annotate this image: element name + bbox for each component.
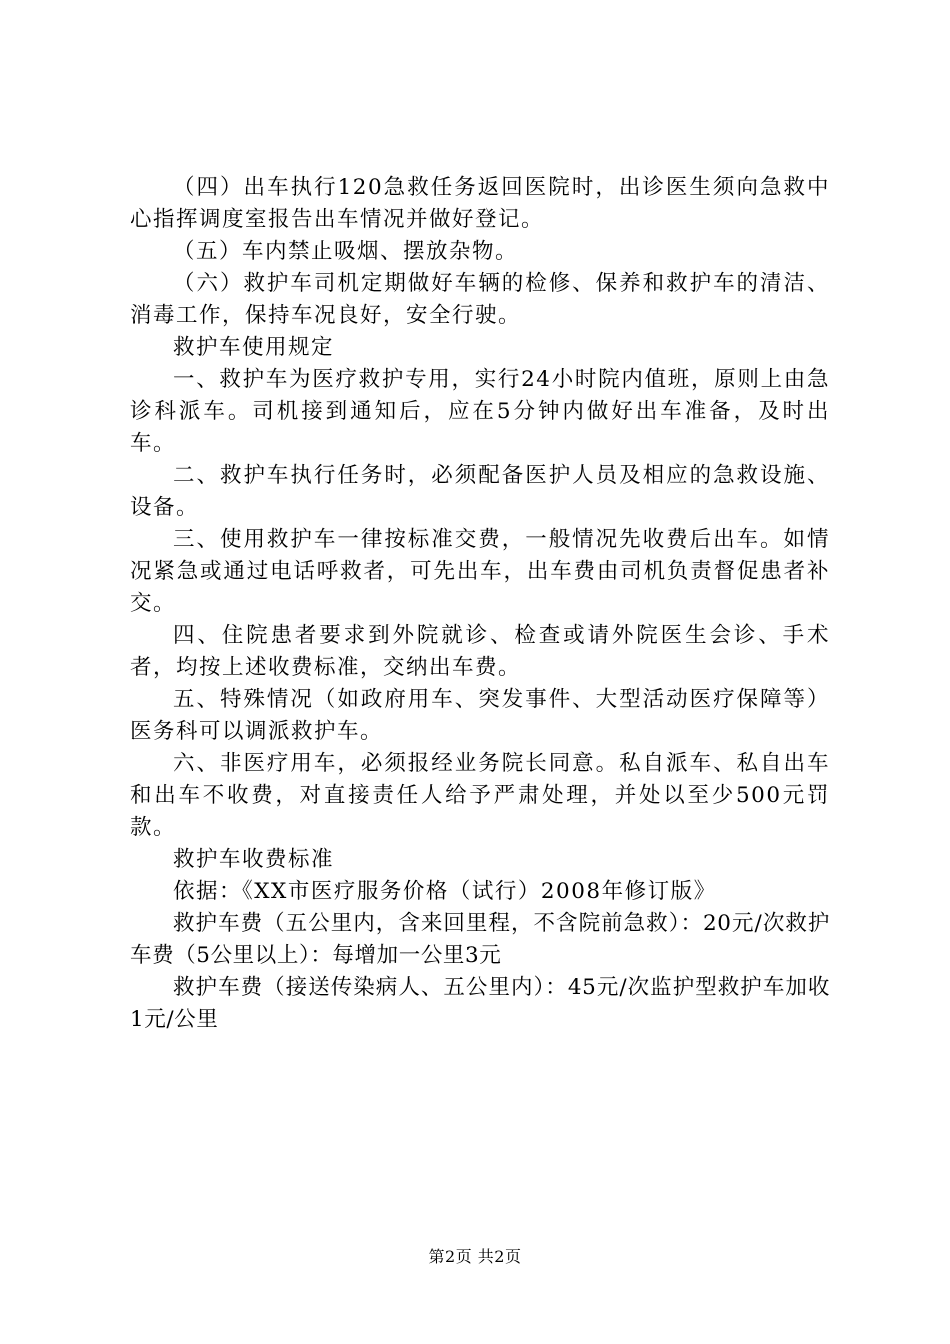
page-number-footer: 第2页 共2页 (428, 1247, 522, 1266)
rule-item-4: 四、住院患者要求到外院就诊、检查或请外院医生会诊、手术者，均按上述收费标准，交纳出车费。 (130, 623, 830, 680)
section-heading-fee-standard: 救护车收费标准 (173, 847, 335, 872)
section-heading-usage-rules: 救护车使用规定 (173, 335, 335, 360)
rule-item-3: 三、使用救护车一律按标准交费，一般情况先收费后出车。如情况紧急或通过电话呼救者，可先出车，出车费由司机负责督促患者补交。 (130, 527, 830, 616)
document-body (130, 172, 830, 1036)
rule-item-6: 六、非医疗用车，必须报经业务院长同意。私自派车、私自出车和出车不收费，对直接责任人给予严肃处理，并处以至少500元罚款。 (130, 751, 830, 840)
fee-basis: 依据：《XX市医疗服务价格（试行）2008年修订版》 (173, 879, 717, 904)
fee-item-standard: 救护车费（五公里内，含来回里程，不含院前急救）：20元/次救护车费（5公里以上）：每增加一公里3元 (130, 911, 830, 968)
fee-item-infectious: 救护车费（接送传染病人、五公里内）：45元/次监护型救护车加收1元/公里 (130, 975, 830, 1032)
paragraph-item-4: （四）出车执行120急救任务返回医院时，出诊医生须向急救中心指挥调度室报告出车情况并做好登记。 (130, 175, 830, 232)
paragraph-item-6: （六）救护车司机定期做好车辆的检修、保养和救护车的清洁、消毒工作，保持车况良好，安全行驶。 (130, 271, 830, 328)
rule-item-1: 一、救护车为医疗救护专用，实行24小时院内值班，原则上由急诊科派车。司机接到通知后，应在5分钟内做好出车准备，及时出车。 (130, 367, 830, 456)
rule-item-2: 二、救护车执行任务时，必须配备医护人员及相应的急救设施、设备。 (130, 463, 830, 520)
paragraph-item-5: （五）车内禁止吸烟、摆放杂物。 (173, 239, 519, 264)
rule-item-5: 五、特殊情况（如政府用车、突发事件、大型活动医疗保障等）医务科可以调派救护车。 (130, 687, 830, 744)
